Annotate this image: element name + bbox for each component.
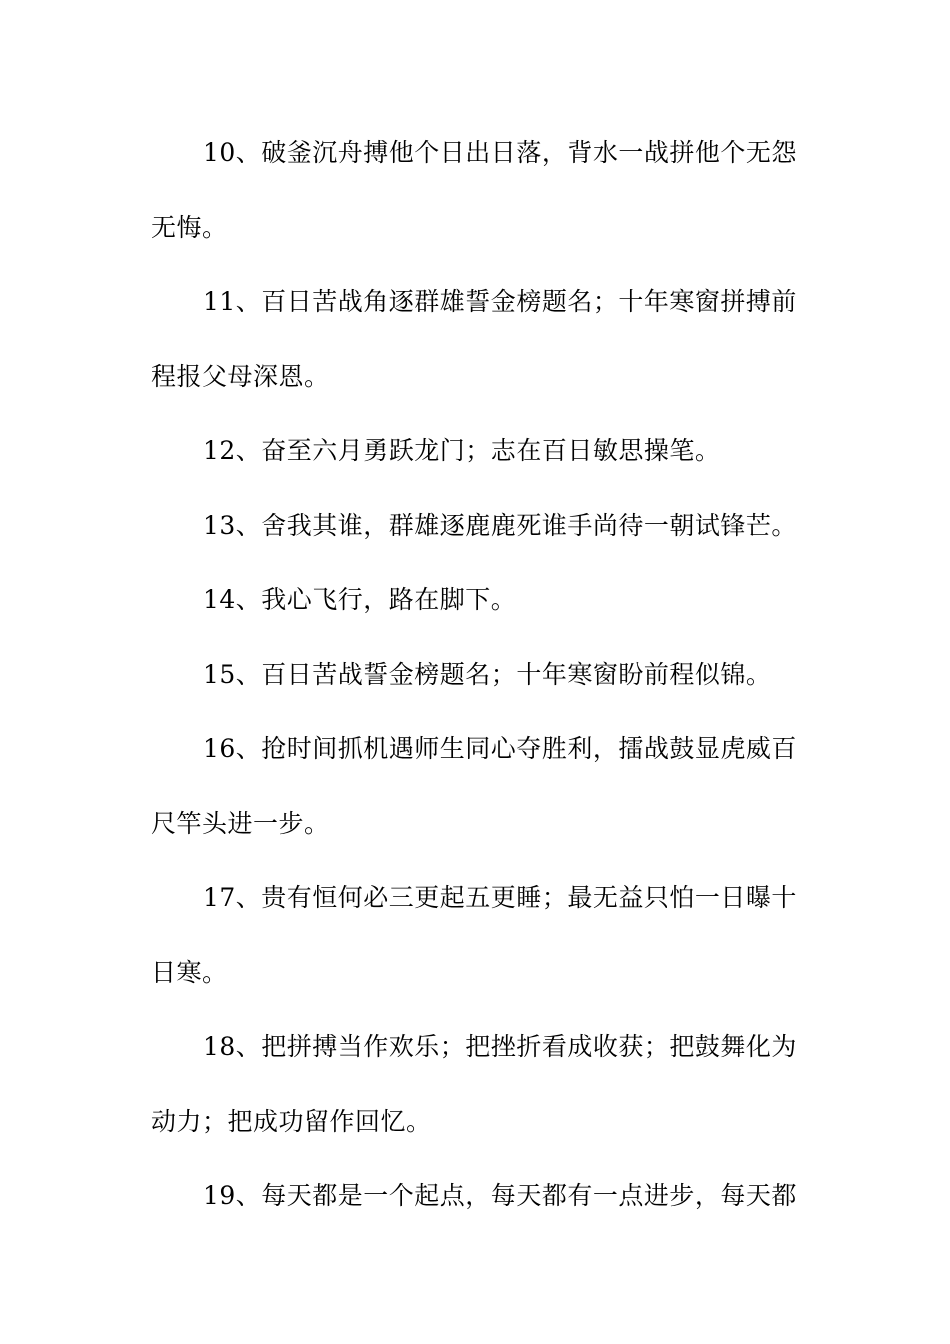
paragraph-16-line-2: 尺竿头进一步。 xyxy=(151,809,330,838)
paragraph-14: 14、我心飞行，路在脚下。 xyxy=(203,585,517,614)
paragraph-13: 13、舍我其谁，群雄逐鹿鹿死谁手尚待一朝试锋芒。 xyxy=(203,511,797,540)
paragraph-17-line-1: 17、贵有恒何必三更起五更睡；最无益只怕一日曝十 xyxy=(203,883,797,912)
paragraph-18-line-1: 18、把拼搏当作欢乐；把挫折看成收获；把鼓舞化为 xyxy=(203,1032,797,1061)
paragraph-10-line-2: 无悔。 xyxy=(151,213,228,242)
paragraph-15: 15、百日苦战誓金榜题名；十年寒窗盼前程似锦。 xyxy=(203,660,772,689)
paragraph-10-line-1: 10、破釜沉舟搏他个日出日落，背水一战拼他个无怨 xyxy=(203,138,797,167)
paragraph-11-line-2: 程报父母深恩。 xyxy=(151,362,330,391)
paragraph-16-line-1: 16、抢时间抓机遇师生同心夺胜利，擂战鼓显虎威百 xyxy=(203,734,797,763)
paragraph-19-line-1: 19、每天都是一个起点，每天都有一点进步，每天都 xyxy=(203,1181,797,1210)
paragraph-18-line-2: 动力；把成功留作回忆。 xyxy=(151,1107,432,1136)
paragraph-12: 12、奋至六月勇跃龙门；志在百日敏思操笔。 xyxy=(203,436,721,465)
paragraph-17-line-2: 日寒。 xyxy=(151,958,228,987)
paragraph-11-line-1: 11、百日苦战角逐群雄誓金榜题名；十年寒窗拼搏前 xyxy=(203,287,797,316)
